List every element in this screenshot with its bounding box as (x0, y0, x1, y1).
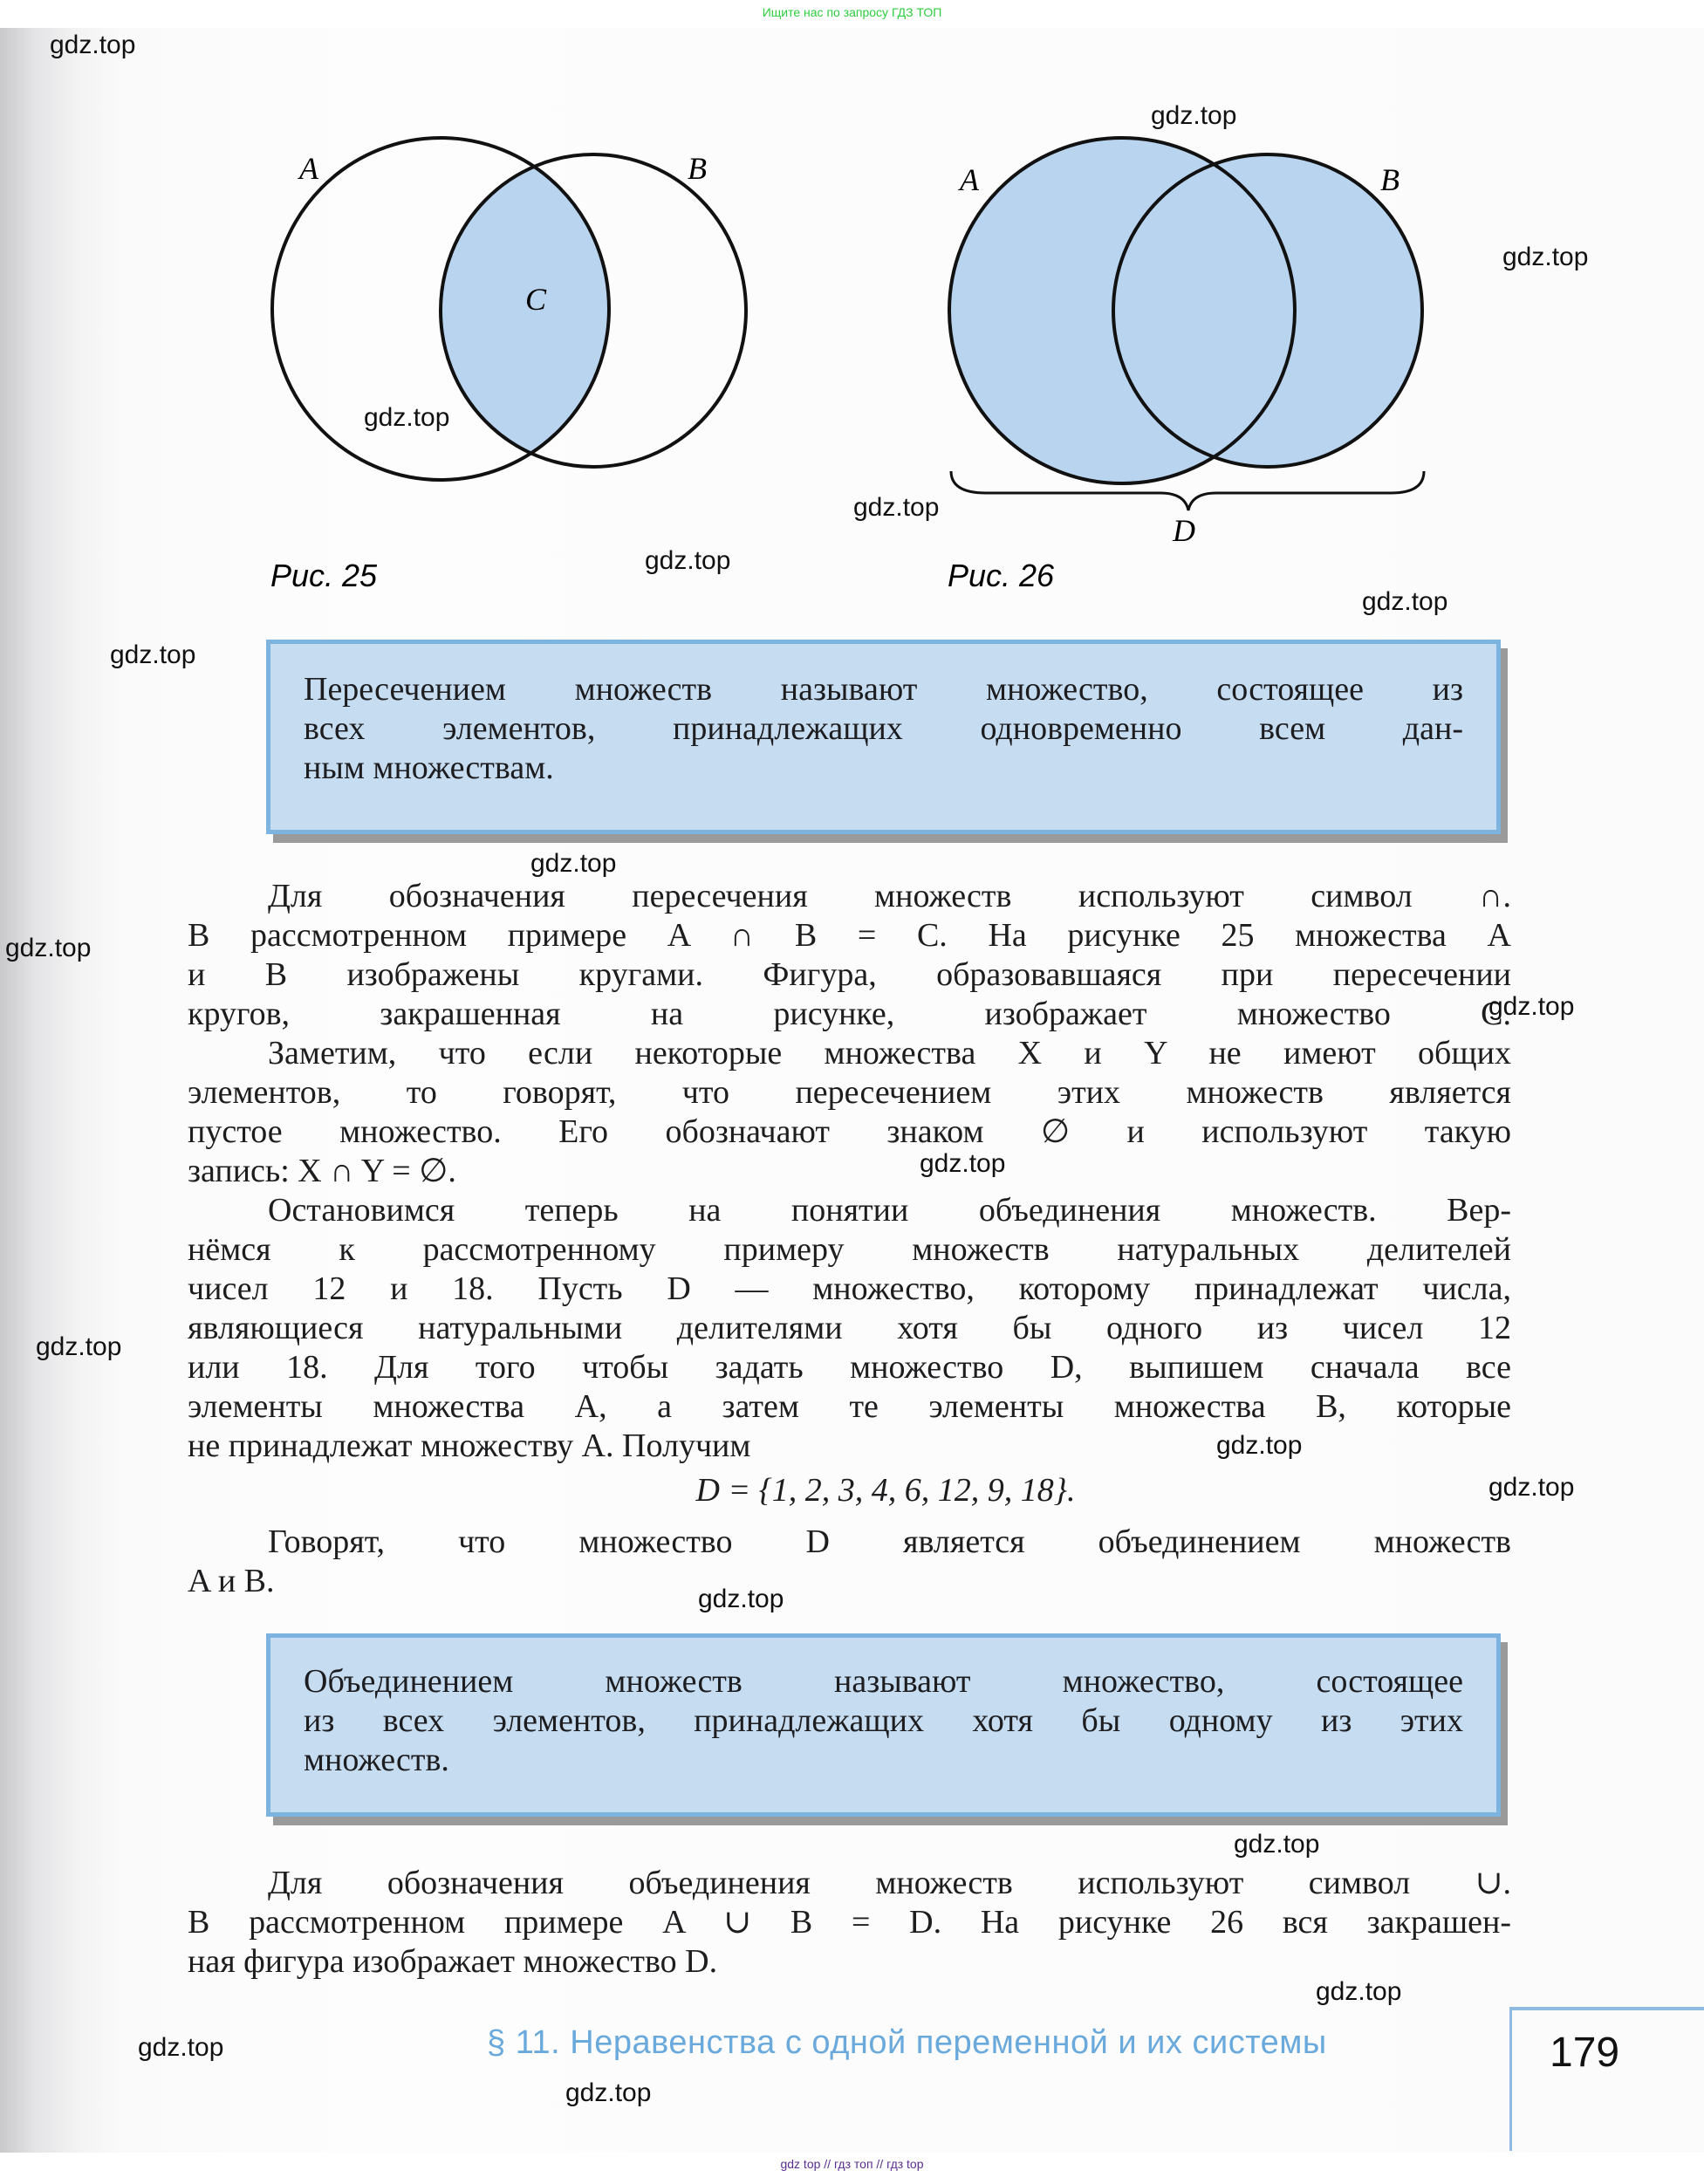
watermark: gdz.top (5, 934, 92, 962)
watermark: gdz.top (1316, 1977, 1402, 2006)
label-b: B (1380, 162, 1399, 197)
watermark: gdz.top (920, 1149, 1006, 1178)
text-line: Для обозначения объединения множеств используют символ ∪. (268, 1865, 1511, 1901)
text-line: всех элементов, принадлежащих одновременно всем дан- (304, 710, 1463, 747)
text-line: элементов, то говорят, что пересечением этих множеств является (188, 1074, 1511, 1111)
page-number-divider (1509, 2007, 1512, 2151)
text-line: ным множествам. (304, 750, 554, 786)
text-line: Объединением множеств называют множество, состоящее (304, 1663, 1463, 1700)
figure-26 (948, 138, 1424, 593)
text-line: Для обозначения пересечения множеств используют символ ∩. (268, 878, 1511, 914)
text-line: Пересечением множеств называют множество, состоящее из (304, 671, 1463, 708)
label-d: D (1173, 513, 1195, 548)
text-line: и B изображены кругами. Фигура, образовавшаяся при пересечении (188, 956, 1511, 993)
watermark: gdz.top (1216, 1431, 1303, 1460)
definition-box-union (266, 1633, 1501, 1817)
label-b: B (688, 151, 707, 186)
text-line: В рассмотренном примере A ∪ B = D. На рисунке 26 вся закрашен- (188, 1904, 1511, 1941)
paragraph-union-term (188, 1523, 1511, 1601)
watermark: gdz.top (1488, 992, 1575, 1021)
bottom-note: gdz top // гдз топ // гдз top (780, 2157, 924, 2171)
watermark: gdz.top (36, 1332, 122, 1361)
venn-figures (0, 0, 1704, 628)
text-line: элементы множества A, а затем те элементы множества B, которые (188, 1388, 1511, 1425)
formula-set-d: D = {1, 2, 3, 4, 6, 12, 9, 18}. (695, 1472, 1076, 1509)
figure-25 (270, 138, 746, 593)
caption-fig26: Рис. 26 (948, 558, 1055, 593)
text-line: В рассмотренном примере A ∩ B = C. На рисунке 25 множества A (188, 917, 1511, 954)
text-line: ная фигура изображает множество D. (188, 1943, 718, 1980)
watermark: gdz.top (1488, 1473, 1575, 1502)
watermark: gdz.top (698, 1585, 784, 1613)
watermark: gdz.top (1502, 243, 1589, 271)
text-line: нёмся к рассмотренному примеру множеств натуральных делителей (188, 1231, 1511, 1268)
text-line: не принадлежат множеству A. Получим (188, 1427, 751, 1464)
text-line: чисел 12 и 18. Пусть D — множество, которому принадлежат числа, (188, 1270, 1511, 1307)
paragraph-empty-set (188, 1034, 1511, 1191)
watermark: gdz.top (1362, 587, 1448, 616)
text-line: из всех элементов, принадлежащих хотя бы одному из этих (304, 1702, 1463, 1739)
text-line: Говорят, что множество D является объединением множеств (268, 1523, 1511, 1560)
watermark: gdz.top (645, 546, 731, 575)
brace (951, 471, 1424, 510)
watermark: gdz.top (530, 849, 617, 878)
text-line: или 18. Для того чтобы задать множество D, выпишем сначала все (188, 1349, 1511, 1386)
text-line: являющиеся натуральными делителями хотя бы одного из чисел 12 (188, 1310, 1511, 1346)
page-number: 179 (1550, 2030, 1620, 2076)
watermark: gdz.top (1234, 1830, 1320, 1859)
watermark: gdz.top (110, 640, 196, 669)
watermark: gdz.top (50, 31, 136, 59)
label-a: A (960, 162, 979, 197)
text-line: кругов, закрашенная на рисунке, изображает множество C. (188, 996, 1511, 1032)
paragraph-union-symbol (188, 1864, 1511, 1982)
text-line: пустое множество. Его обозначают знаком ∅ и используют такую (188, 1113, 1511, 1150)
watermark: gdz.top (565, 2078, 652, 2107)
page-number-divider (1509, 2007, 1704, 2010)
text-line: множеств. (304, 1742, 449, 1778)
section-title: § 11. Неравенства с одной переменной и их системы (487, 2024, 1327, 2061)
watermark: gdz.top (853, 493, 940, 522)
text-line: Остановимся теперь на понятии объединения множеств. Вер- (268, 1192, 1511, 1229)
definition-box-intersection (266, 640, 1501, 834)
text-line: запись: X ∩ Y = ∅. (188, 1153, 456, 1189)
watermark: gdz.top (364, 403, 450, 432)
watermark: gdz.top (138, 2033, 224, 2062)
watermark: gdz.top (1151, 101, 1237, 130)
paragraph-intersection-symbol (188, 877, 1511, 1034)
label-a: A (299, 151, 318, 186)
label-c: C (525, 282, 547, 317)
paragraph-union-example (188, 1191, 1511, 1466)
text-line: Заметим, что если некоторые множества X и Y не имеют общих (268, 1035, 1511, 1071)
caption-fig25: Рис. 25 (270, 558, 378, 593)
text-line: A и B. (188, 1563, 275, 1599)
top-note: Ищите нас по запросу ГДЗ ТОП (762, 5, 942, 19)
